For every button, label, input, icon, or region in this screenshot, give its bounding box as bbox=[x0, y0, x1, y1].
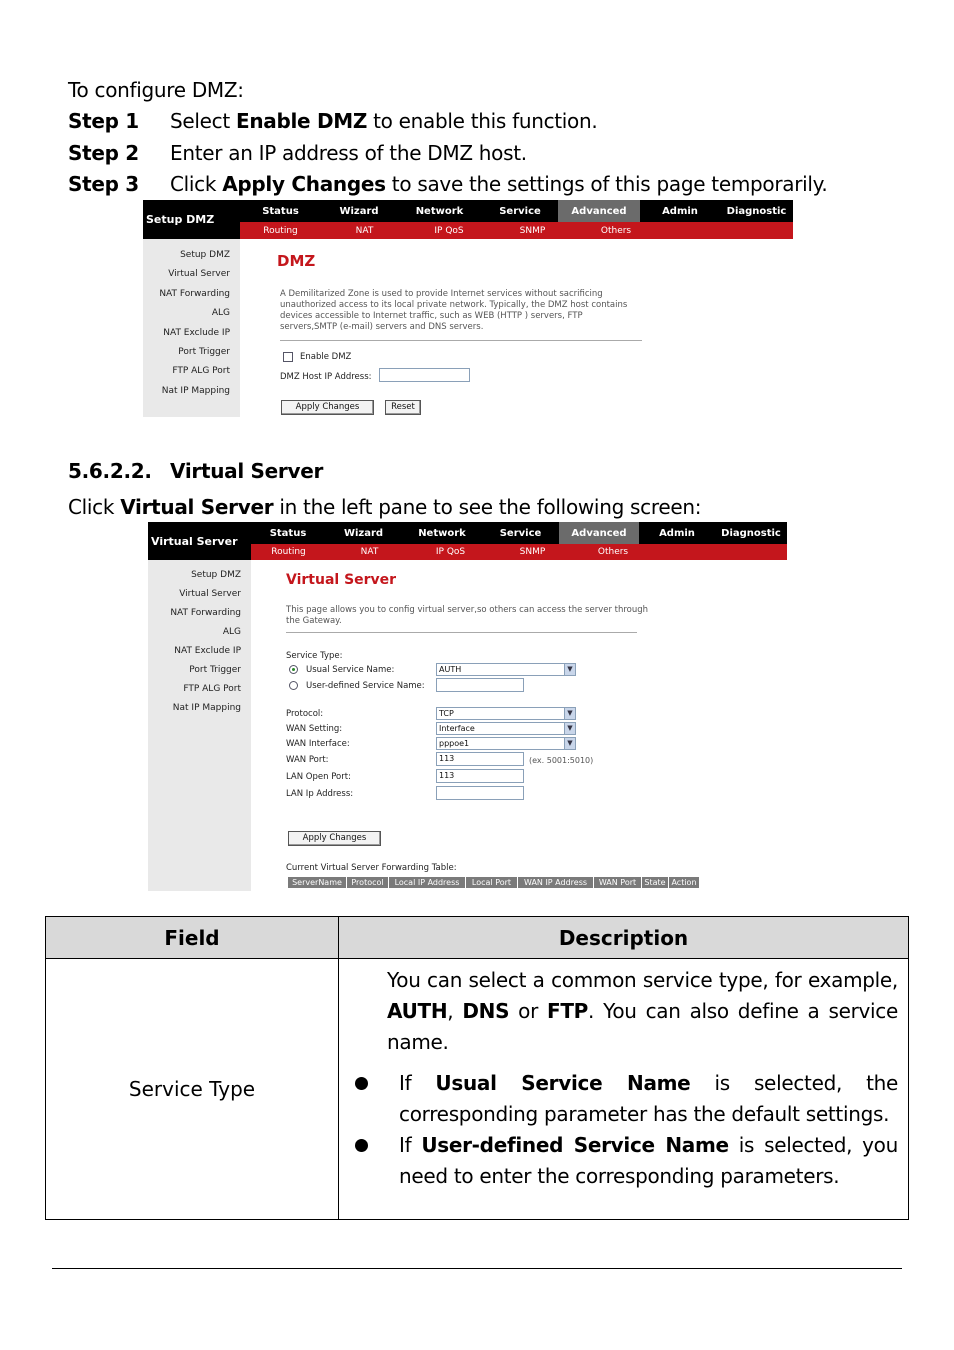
main-panel bbox=[251, 560, 787, 891]
divider bbox=[280, 340, 642, 341]
nav-status[interactable]: Status bbox=[269, 527, 307, 539]
sidebar-item-ftp-alg-port[interactable]: FTP ALG Port bbox=[172, 366, 230, 376]
nav-admin[interactable]: Admin bbox=[662, 205, 698, 217]
usual-service-radio[interactable] bbox=[289, 665, 298, 674]
usual-service-select[interactable]: AUTH ▼ bbox=[436, 663, 576, 676]
sidebar-item-nat-exclude-ip[interactable]: NAT Exclude IP bbox=[174, 646, 241, 656]
nav-wizard[interactable]: Wizard bbox=[343, 527, 384, 539]
nav-service[interactable]: Service bbox=[499, 205, 541, 217]
sidebar-item-virtual-server[interactable]: Virtual Server bbox=[179, 589, 241, 599]
sidebar-item-nat-forwarding[interactable]: NAT Forwarding bbox=[170, 608, 241, 618]
enable-dmz-label: Enable DMZ bbox=[300, 352, 352, 362]
step-label: Step 3 bbox=[68, 172, 139, 196]
dmz-screenshot bbox=[143, 200, 793, 417]
chevron-down-icon: ▼ bbox=[564, 723, 575, 734]
step-2: Step 2 Enter an IP address of the DMZ host. bbox=[68, 141, 527, 165]
nav-network[interactable]: Network bbox=[418, 527, 466, 539]
subnav-routing[interactable]: Routing bbox=[263, 225, 298, 236]
step-label: Step 1 bbox=[68, 109, 139, 133]
section-title: Virtual Server bbox=[170, 459, 324, 483]
nav-admin[interactable]: Admin bbox=[659, 527, 695, 539]
protocol-label: Protocol: bbox=[286, 709, 324, 719]
nav-diagnostic[interactable]: Diagnostic bbox=[721, 527, 781, 539]
enable-dmz-checkbox[interactable] bbox=[283, 352, 293, 362]
nav-wizard[interactable]: Wizard bbox=[339, 205, 379, 217]
forwarding-table-title: Current Virtual Server Forwarding Table: bbox=[286, 863, 457, 873]
subnav-nat[interactable]: NAT bbox=[355, 225, 374, 236]
main-panel bbox=[240, 239, 793, 417]
header-field: Field bbox=[46, 917, 339, 959]
lan-ip-input[interactable] bbox=[436, 786, 524, 800]
subnav-ipqos[interactable]: IP QoS bbox=[435, 547, 466, 557]
top-nav bbox=[251, 522, 787, 544]
footer-divider bbox=[52, 1268, 902, 1269]
wan-setting-select[interactable]: Interface ▼ bbox=[436, 722, 576, 735]
subnav-ipqos[interactable]: IP QoS bbox=[434, 225, 464, 236]
dmz-host-input[interactable] bbox=[379, 368, 470, 382]
protocol-select[interactable]: TCP ▼ bbox=[436, 707, 576, 720]
reset-button[interactable]: Reset bbox=[385, 400, 421, 415]
lan-open-port-label: LAN Open Port: bbox=[286, 772, 351, 782]
column-header: Protocol bbox=[347, 877, 388, 888]
column-header: WAN Port bbox=[594, 877, 641, 888]
divider bbox=[286, 632, 637, 633]
step-1: Step 1 Select Enable DMZ to enable this function. bbox=[68, 109, 598, 133]
row-description bbox=[339, 959, 909, 1220]
top-nav bbox=[240, 200, 793, 222]
subnav-others[interactable]: Others bbox=[600, 225, 632, 236]
sub-nav bbox=[240, 222, 793, 239]
column-header: Local Port bbox=[466, 877, 517, 888]
column-header: Action bbox=[669, 877, 699, 888]
lan-ip-label: LAN Ip Address: bbox=[286, 789, 354, 799]
intro-heading: To configure DMZ: bbox=[68, 78, 244, 102]
nav-network[interactable]: Network bbox=[415, 205, 464, 217]
wan-port-hint: (ex. 5001:5010) bbox=[529, 756, 594, 765]
section-line: Click Virtual Server in the left pane to see the following screen: bbox=[68, 495, 702, 519]
sidebar-item-ftp-alg-port[interactable]: FTP ALG Port bbox=[183, 684, 241, 694]
description-intro: You can select a common service type, for example, AUTH, DNS or FTP. You can also define a service name. bbox=[387, 968, 898, 1054]
page-brand: Virtual Server bbox=[148, 522, 251, 560]
column-header: WAN IP Address bbox=[518, 877, 593, 888]
header-description: Description bbox=[339, 917, 909, 959]
subnav-nat[interactable]: NAT bbox=[360, 547, 379, 557]
column-header: State bbox=[642, 877, 668, 888]
nav-service[interactable]: Service bbox=[499, 527, 542, 539]
nav-advanced[interactable]: Advanced bbox=[559, 522, 639, 544]
sidebar-item-alg[interactable]: ALG bbox=[222, 627, 241, 637]
page-description: A Demilitarized Zone is used to provide Internet services without sacrificing unauthorized access to its local private network. Typically, the DMZ host contains devices accessible to Internet traffic, such as WEB (HTTP ) servers, FTP servers,SMTP (e-mail) servers and DNS servers. bbox=[280, 289, 628, 332]
nav-advanced[interactable]: Advanced bbox=[558, 200, 640, 222]
sidebar bbox=[148, 560, 251, 891]
nav-diagnostic[interactable]: Diagnostic bbox=[726, 205, 787, 217]
field-description-table bbox=[45, 916, 909, 1220]
user-defined-radio[interactable] bbox=[289, 681, 298, 690]
usual-service-label: Usual Service Name: bbox=[306, 665, 395, 675]
list-item: If User-defined Service Name is selected, you need to enter the corresponding parameters. bbox=[349, 1130, 898, 1192]
subnav-others[interactable]: Others bbox=[597, 547, 629, 557]
dmz-host-label: DMZ Host IP Address: bbox=[280, 372, 372, 382]
description-bullets bbox=[349, 1068, 898, 1192]
step-3: Step 3 Click Apply Changes to save the settings of this page temporarily. bbox=[68, 172, 828, 196]
section-heading bbox=[68, 459, 323, 483]
sidebar-item-setup-dmz[interactable]: Setup DMZ bbox=[191, 570, 241, 580]
subnav-snmp[interactable]: SNMP bbox=[519, 225, 546, 236]
sidebar-item-nat-exclude-ip[interactable]: NAT Exclude IP bbox=[163, 328, 230, 338]
sidebar-item-nat-ip-mapping[interactable]: Nat IP Mapping bbox=[172, 703, 241, 713]
wan-port-label: WAN Port: bbox=[286, 755, 329, 765]
sidebar bbox=[143, 239, 240, 417]
page-description: This page allows you to config virtual server,so others can access the server through the Gateway. bbox=[286, 605, 649, 626]
sidebar-item-setup-dmz[interactable]: Setup DMZ bbox=[180, 250, 230, 260]
page-brand: Setup DMZ bbox=[143, 200, 240, 239]
wan-interface-label: WAN Interface: bbox=[286, 739, 350, 749]
sidebar-item-nat-forwarding[interactable]: NAT Forwarding bbox=[159, 289, 230, 299]
chevron-down-icon: ▼ bbox=[564, 708, 575, 719]
sub-nav bbox=[251, 544, 787, 560]
page-title: Virtual Server bbox=[286, 572, 397, 588]
column-header: ServerName bbox=[288, 877, 346, 888]
wan-interface-select[interactable]: pppoe1 ▼ bbox=[436, 737, 576, 750]
service-type-label: Service Type: bbox=[286, 651, 343, 661]
wan-port-input[interactable]: 113 bbox=[436, 752, 524, 766]
apply-changes-button[interactable]: Apply Changes bbox=[288, 831, 381, 846]
chevron-down-icon: ▼ bbox=[564, 738, 575, 749]
sidebar-item-virtual-server[interactable]: Virtual Server bbox=[168, 269, 230, 279]
forwarding-table-header bbox=[288, 877, 700, 888]
column-header: Local IP Address bbox=[389, 877, 465, 888]
page-title: DMZ bbox=[277, 252, 316, 270]
nav-status[interactable]: Status bbox=[262, 205, 299, 217]
step-label: Step 2 bbox=[68, 141, 139, 165]
apply-changes-button[interactable]: Apply Changes bbox=[281, 400, 374, 415]
sidebar-item-nat-ip-mapping[interactable]: Nat IP Mapping bbox=[161, 386, 230, 396]
lan-open-port-input[interactable]: 113 bbox=[436, 769, 524, 783]
chevron-down-icon: ▼ bbox=[564, 664, 575, 675]
virtual-server-screenshot bbox=[148, 522, 787, 891]
user-defined-label: User-defined Service Name: bbox=[306, 681, 425, 691]
subnav-routing[interactable]: Routing bbox=[271, 547, 306, 557]
row-field: Service Type bbox=[46, 959, 339, 1220]
sidebar-item-alg[interactable]: ALG bbox=[211, 308, 230, 318]
subnav-snmp[interactable]: SNMP bbox=[519, 547, 546, 557]
sidebar-item-port-trigger[interactable]: Port Trigger bbox=[178, 347, 230, 357]
wan-setting-label: WAN Setting: bbox=[286, 724, 343, 734]
section-number: 5.6.2.2. bbox=[68, 459, 152, 483]
user-defined-input[interactable] bbox=[436, 678, 524, 692]
sidebar-item-port-trigger[interactable]: Port Trigger bbox=[189, 665, 241, 675]
list-item: If Usual Service Name is selected, the corresponding parameter has the default settings. bbox=[349, 1068, 898, 1130]
